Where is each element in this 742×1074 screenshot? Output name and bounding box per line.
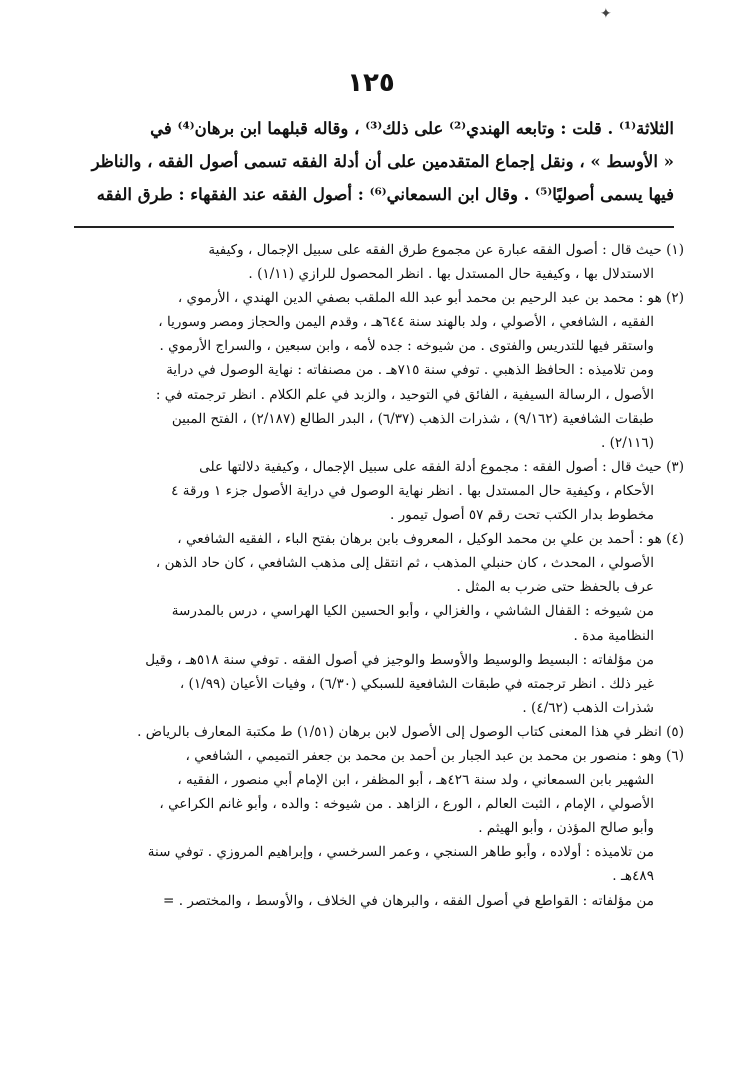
footnote-line: (٢/١١٦) . [600, 434, 654, 451]
footnote-line: الأحكام ، وكيفية حال المستدل بها . انظر نهاية الوصول في دراية الأصول جزء ١ ورقة ٤ [171, 482, 654, 499]
footnote-line: من تلاميذه : أولاده ، وأبو طاهر السنجي ، وعمر السرخسي ، وإبراهيم المروزي . توفي سنة [147, 844, 654, 861]
footnotes [64, 238, 684, 913]
footnote-line: (٦) وهو : منصور بن محمد بن عبد الجبار بن أحمد بن محمد بن جعفر التميمي ، الشافعي ، [185, 747, 684, 764]
footnote-4 [64, 527, 684, 720]
footnote-separator [74, 226, 674, 228]
footnote-line: (٤) هو : أحمد بن علي بن محمد الوكيل ، المعروف بابن برهان بفتح الباء ، الفقيه الشافعي ، [177, 531, 684, 548]
footnote-line: شذرات الذهب (٤/٦٢) . [522, 699, 654, 716]
main-line: فيها يسمى أصوليًا⁽⁵⁾ . وقال ابن السمعاني⁽⁶⁾ : أصول الفقه عند الفقهاء : طرق الفقه [96, 185, 674, 204]
footnote-line: من مؤلفاته : البسيط والوسيط والأوسط والوجيز في أصول الفقه . توفي سنة ٥١٨هـ ، وقيل [145, 651, 654, 668]
footnote-line: الفقيه ، الشافعي ، الأصولي ، ولد بالهند سنة ٦٤٤هـ ، وقدم اليمن والحجاز ومصر وسوريا ، [158, 314, 654, 331]
footnote-2 [64, 286, 684, 455]
corner-ornament: ✦ [600, 6, 612, 22]
footnote-line: طبقات الشافعية (٩/١٦٢) ، شذرات الذهب (٦/٣٧) ، البدر الطالع (٢/١٨٧) ، الفتح المبين [171, 410, 654, 427]
footnote-line: (٥) انظر في هذا المعنى كتاب الوصول إلى الأصول لابن برهان (١/٥١) ط مكتبة المعارف بالرياض . [137, 723, 684, 740]
footnote-line: الشهير بابن السمعاني ، ولد سنة ٤٢٦هـ ، أبو المظفر ، ابن الإمام أبي منصور ، الفقيه ، [177, 772, 654, 789]
footnote-line: الاستدلال بها ، وكيفية حال المستدل بها . انظر المحصول للرازي (١/١١) . [248, 266, 654, 283]
main-line: الثلاثة⁽¹⁾ . قلت : وتابعه الهندي⁽²⁾ على ذلك⁽³⁾ ، وقاله قبلهما ابن برهان⁽⁴⁾ في [150, 119, 674, 138]
footnote-line: الأصول ، الرسالة السيفية ، الفائق في التوحيد ، والزبد في علم الكلام . انظر ترجمته في : [155, 386, 654, 403]
footnote-line: (٢) هو : محمد بن عبد الرحيم بن محمد أبو عبد الله الملقب بصفي الدين الهندي ، الأرموي ، [177, 290, 684, 307]
footnote-line: الأصولي ، الإمام ، الثبت العالم ، الورع ، الزاهد . من شيوخه : والده ، وأبو غانم الكراعي ، [159, 796, 654, 813]
footnote-1 [64, 238, 684, 286]
footnote-line: (١) حيث قال : أصول الفقه عبارة عن مجموع طرق الفقه على سبيل الإجمال ، وكيفية [208, 242, 684, 258]
footnote-line: من شيوخه : القفال الشاشي ، والغزالي ، وأبو الحسين الكيا الهراسي ، درس بالمدرسة [171, 603, 654, 620]
footnote-line: النظامية مدة . [573, 627, 654, 644]
footnote-line: وأبو صالح المؤذن ، وأبو الهيثم . [478, 820, 654, 837]
footnote-line: (٣) حيث قال : أصول الفقه : مجموع أدلة الفقه على سبيل الإجمال ، وكيفية دلالتها على [199, 458, 684, 475]
main-text [74, 112, 674, 211]
main-line: « الأوسط » ، ونقل إجماع المتقدمين على أن أدلة الفقه تسمى أصول الفقه ، والناظر [91, 152, 674, 171]
footnote-line: غير ذلك . انظر ترجمته في طبقات الشافعية للسبكي (٦/٣٠) ، وفيات الأعيان (١/٩٩) ، [179, 675, 654, 692]
footnote-line: ٤٨٩هـ . [612, 868, 654, 885]
footnote-line: من مؤلفاته : القواطع في أصول الفقه ، والبرهان في الخلاف ، والأوسط ، والمختصر . = [163, 892, 654, 909]
footnote-line: الأصولي ، المحدث ، كان حنبلي المذهب ، ثم انتقل إلى مذهب الشافعي ، كان حاد الذهن ، [155, 555, 654, 572]
footnote-line: عرف بالحفظ حتى ضرب به المثل . [456, 579, 654, 596]
footnote-6 [64, 744, 684, 913]
footnote-5 [64, 720, 684, 744]
footnote-3 [64, 455, 684, 527]
footnote-line: ومن تلاميذه : الحافظ الذهبي . توفي سنة ٧١٥هـ . من مصنفاته : نهاية الوصول في دراية [166, 362, 654, 379]
page-number: ١٢٥ [347, 68, 395, 98]
footnote-line: مخطوط بدار الكتب تحت رقم ٥٧ أصول تيمور . [389, 507, 654, 524]
footnote-line: واستقر فيها للتدريس والفتوى . من شيوخه : جده لأمه ، وابن سبعين ، والسراج الأرموي . [159, 338, 654, 355]
